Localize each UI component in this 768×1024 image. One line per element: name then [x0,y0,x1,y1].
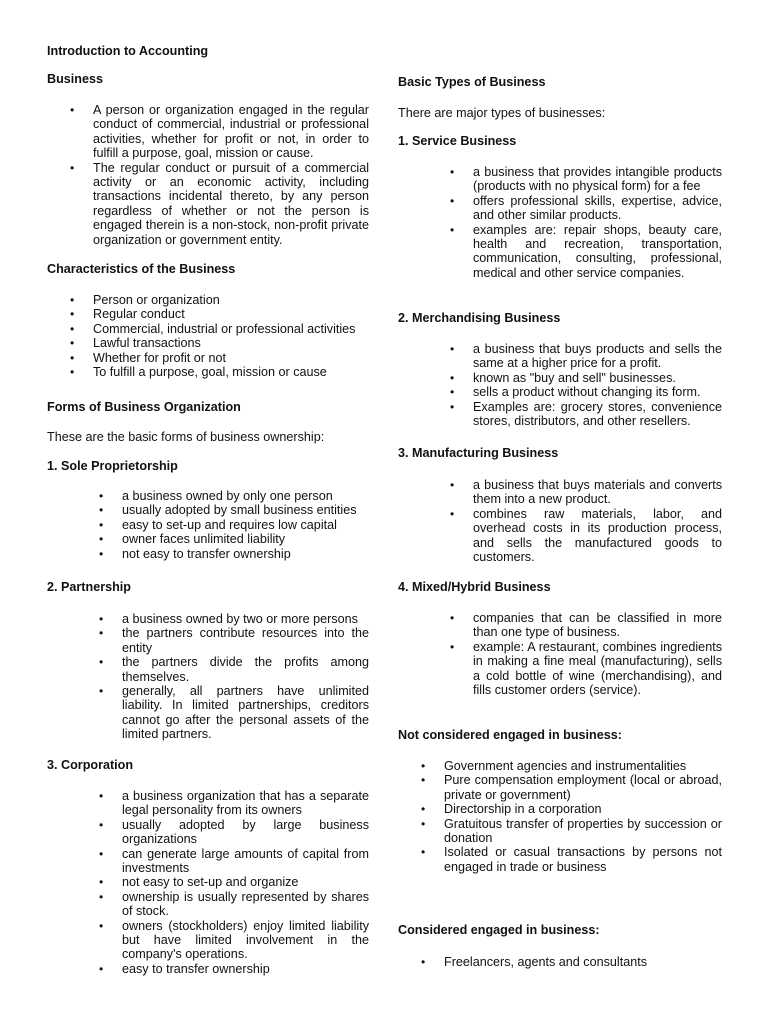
list-item: • Commercial, industrial or professional activities [47,322,369,336]
forms-intro: These are the basic forms of business ownership: [47,430,325,444]
sole-proprietorship-heading: 1. Sole Proprietorship [47,459,178,473]
list-item: • sells a product without changing its form. [398,385,722,399]
list-item: • owners (stockholders) enjoy limited liability but have limited involvement in the company's operations. [47,919,369,962]
list-item: • Directorship in a corporation [398,802,722,816]
list-item: • combines raw materials, labor, and overhead costs in its production process, and sells the manufactured goods to customers. [398,507,722,565]
list-item: • Whether for profit or not [47,351,369,365]
manufacturing-business-list [398,478,722,564]
service-business-heading: 1. Service Business [398,134,517,148]
list-item: • The regular conduct or pursuit of a commercial activity or an economic activity, including transactions incidental thereto, by any person regardless of whether or not the person is engaged therein is a non-stock, non-profit private organization or government entity. [47,161,369,247]
characteristics-heading: Characteristics of the Business [47,262,236,276]
list-item: • Isolated or casual transactions by persons not engaged in trade or business [398,845,722,874]
list-item: • Person or organization [47,293,369,307]
merchandising-business-heading: 2. Merchandising Business [398,311,561,325]
list-item: • a business that provides intangible products (products with no physical form) for a fee [398,165,722,194]
list-item: • usually adopted by large business organizations [47,818,369,847]
list-item: • usually adopted by small business entities [47,503,369,517]
list-item: • easy to set-up and requires low capital [47,518,369,532]
list-item: • a business owned by only one person [47,489,369,503]
partnership-heading: 2. Partnership [47,580,131,594]
basic-types-heading: Basic Types of Business [398,75,546,89]
list-item: • a business owned by two or more persons [47,612,369,626]
list-item: • Freelancers, agents and consultants [398,955,722,969]
list-item: • Pure compensation employment (local or abroad, private or government) [398,773,722,802]
list-item: • the partners divide the profits among themselves. [47,655,369,684]
business-heading: Business [47,72,103,86]
hybrid-business-heading: 4. Mixed/Hybrid Business [398,580,551,594]
list-item: • the partners contribute resources into the entity [47,626,369,655]
list-item: • generally, all partners have unlimited liability. In limited partnerships, creditors cannot go after the personal assets of the limited partners. [47,684,369,742]
list-item: • ownership is usually represented by shares of stock. [47,890,369,919]
list-item: • a business organization that has a separate legal personality from its owners [47,789,369,818]
document-title: Introduction to Accounting [47,44,209,58]
list-item: • Regular conduct [47,307,369,321]
business-definition-list [47,103,369,247]
list-item: • A person or organization engaged in the regular conduct of commercial, industrial or professional activities, whether for profit or not, in order to fulfill a purpose, goal, mission or cause. [47,103,369,161]
engaged-heading: Considered engaged in business: [398,923,600,937]
not-engaged-heading: Not considered engaged in business: [398,728,622,742]
manufacturing-business-heading: 3. Manufacturing Business [398,446,559,460]
list-item: • Lawful transactions [47,336,369,350]
corporation-heading: 3. Corporation [47,758,134,772]
list-item: • example: A restaurant, combines ingredients in making a fine meal (manufacturing), sells a cold bottle of wine (merchandising), and fills customer orders (service). [398,640,722,698]
basic-types-intro: There are major types of businesses: [398,106,606,120]
list-item: • offers professional skills, expertise, advice, and other similar products. [398,194,722,223]
corporation-list [47,789,369,976]
list-item: • not easy to set-up and organize [47,875,369,889]
list-item: • Examples are: grocery stores, convenience stores, distributors, and other resellers. [398,400,722,429]
list-item: • companies that can be classified in more than one type of business. [398,611,722,640]
list-item: • Government agencies and instrumentalities [398,759,722,773]
partnership-list [47,612,369,742]
list-item: • a business that buys products and sells the same at a higher price for a profit. [398,342,722,371]
engaged-list [398,955,722,969]
list-item: • Gratuitous transfer of properties by succession or donation [398,817,722,846]
list-item: • easy to transfer ownership [47,962,369,976]
service-business-list [398,165,722,280]
merchandising-business-list [398,342,722,428]
list-item: • known as "buy and sell" businesses. [398,371,722,385]
hybrid-business-list [398,611,722,697]
not-engaged-list [398,759,722,874]
list-item: • examples are: repair shops, beauty care, health and recreation, transportation, communication, consulting, professional, medical and other service companies. [398,223,722,281]
list-item: • To fulfill a purpose, goal, mission or cause [47,365,369,379]
list-item: • owner faces unlimited liability [47,532,369,546]
forms-heading: Forms of Business Organization [47,400,241,414]
sole-proprietorship-list [47,489,369,561]
characteristics-list [47,293,369,379]
list-item: • can generate large amounts of capital from investments [47,847,369,876]
list-item: • not easy to transfer ownership [47,547,369,561]
list-item: • a business that buys materials and converts them into a new product. [398,478,722,507]
